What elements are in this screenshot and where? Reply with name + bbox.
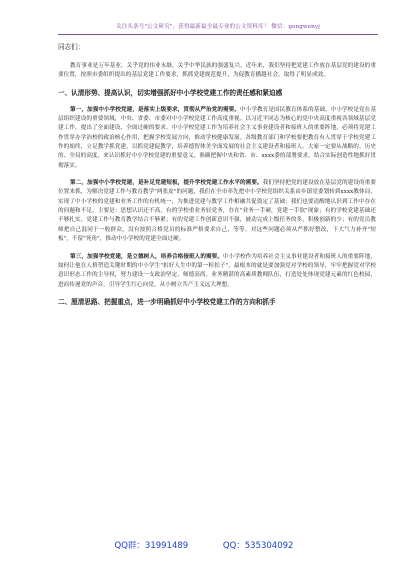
- footer-qq: QQ：535304092: [222, 541, 294, 551]
- paragraph-3-text: 中小学校作为培养社会主义事业建设者和接班人的重要阵地，如何让他在人格塑造关键时期的中小学生"扣好人生中的第一粒扣子"，最根本的就是要加强党对学校的领导，牢牢把握党对学校意识形态工作的主导权，努力建设一支政治坚定、师德高尚、业务精湛的高素质教师队伍，打造处处体现党建元素的红色校园，进而传递党的声音，引导学生红心向党，从小树立共产主义远大理想。: [58, 253, 376, 288]
- paragraph-2-lead: 第二，加强中小学校党建，是补足党建短板，提升学校党建工作水平的需要。: [70, 180, 263, 187]
- paragraph-1-lead: 第一，加强中小学校党建，是落实上级要求，贯彻从严治党的需要。: [70, 106, 241, 113]
- paragraph-1: [58, 106, 376, 171]
- intro-paragraph: 教育事业是万年基业，关乎党的伟业永继，关乎中华民族的强盛复兴。近年来，我们坚持把党建工作放在基层党的建设的重要位置，按照市委组织提出的基层党建工作要求，抓抓党建规范提升，为促教育播越社会，取得了明显成效。: [58, 63, 376, 79]
- document-body: [58, 43, 376, 315]
- paragraph-3-lead: 第三，加强学校党建，是立德树人，培养合格接班人的需要。: [70, 253, 224, 260]
- paragraph-2: [58, 179, 376, 244]
- paragraph-2-text: 我们坚持把党的建设放在基层党的建设的重要位置来抓，为解决党建工作与教育教学"两张皮"的问题，我们在全市率先把中小学校党组织关系由乡镇党委划转到xxxx教体局，实现了中小学校的党建和业务工作的有机统一，为推进党建与教学工作相融共促奠定了基础；我们也要清醒地认识到工作中存在的问题和不足，主要是：思想认识还不高，有的学校重业务轻党务，存在"业务一手硬，党建一手软"现象；有的学校党建基础还不够扎实，党建工作与教育教学结合不够紧；有的党建工作创新意识不强，被动完成上级任务的多，积极创新的少；有的党员教师把自己混同于一般群众，没有按照合格党员的标准严格要求自己，等等。对这些问题必须从严抓好整改，下大气力补齐"短板"，不留"死角"，推动中小学校的党建全面过硬。: [58, 180, 376, 243]
- section-1-heading: 一、认清形势、提高认识，切实增强抓好中小学校党建工作的责任感和紧迫感: [58, 88, 283, 97]
- footer: [0, 539, 408, 551]
- header-banner: 关注头条号"公文研究"，获得最新最全最专业的公文资料库！ 微信：gongwenyj: [58, 22, 378, 35]
- paragraph-3: [58, 253, 376, 290]
- footer-qq-group: QQ群：31991489: [114, 541, 189, 551]
- greeting: 同志们：: [58, 43, 85, 51]
- section-2-heading: 二、厘清思路、把握重点，进一步明确抓好中小学校党建工作的方向和抓手: [58, 297, 276, 306]
- paragraph-1-text: 中小学教育是国民教育体系的基础，中小学校是党在基层组织建设的重要领域，中央、省委、市委对中小学校党建工作高度重视。以习近平同志为核心的党中央高度重视各领域基层党建工作，提出了全面建设、全面过硬的要求。中小学校党建工作为培养社会主义事业建设者和接班人的重要阵地，必须将党建工作贯穿办学治校的政治核心作用，把握学校发展方向，推动学校健康发展。各级教育部门和学校要把教育有人贯穿于学校党建工作的始终，立足教学抓党建，以抓党建促教学，培养德智体美全面发展的社会主义建设者和接班人。大家一定要从战略的、历史的、全局的高度，来认识抓好中小学校党建的重要意义，准确把握中央和省、市、xxxx委的部署要求，结合实际创造性地抓好贯彻落实。: [58, 106, 376, 169]
